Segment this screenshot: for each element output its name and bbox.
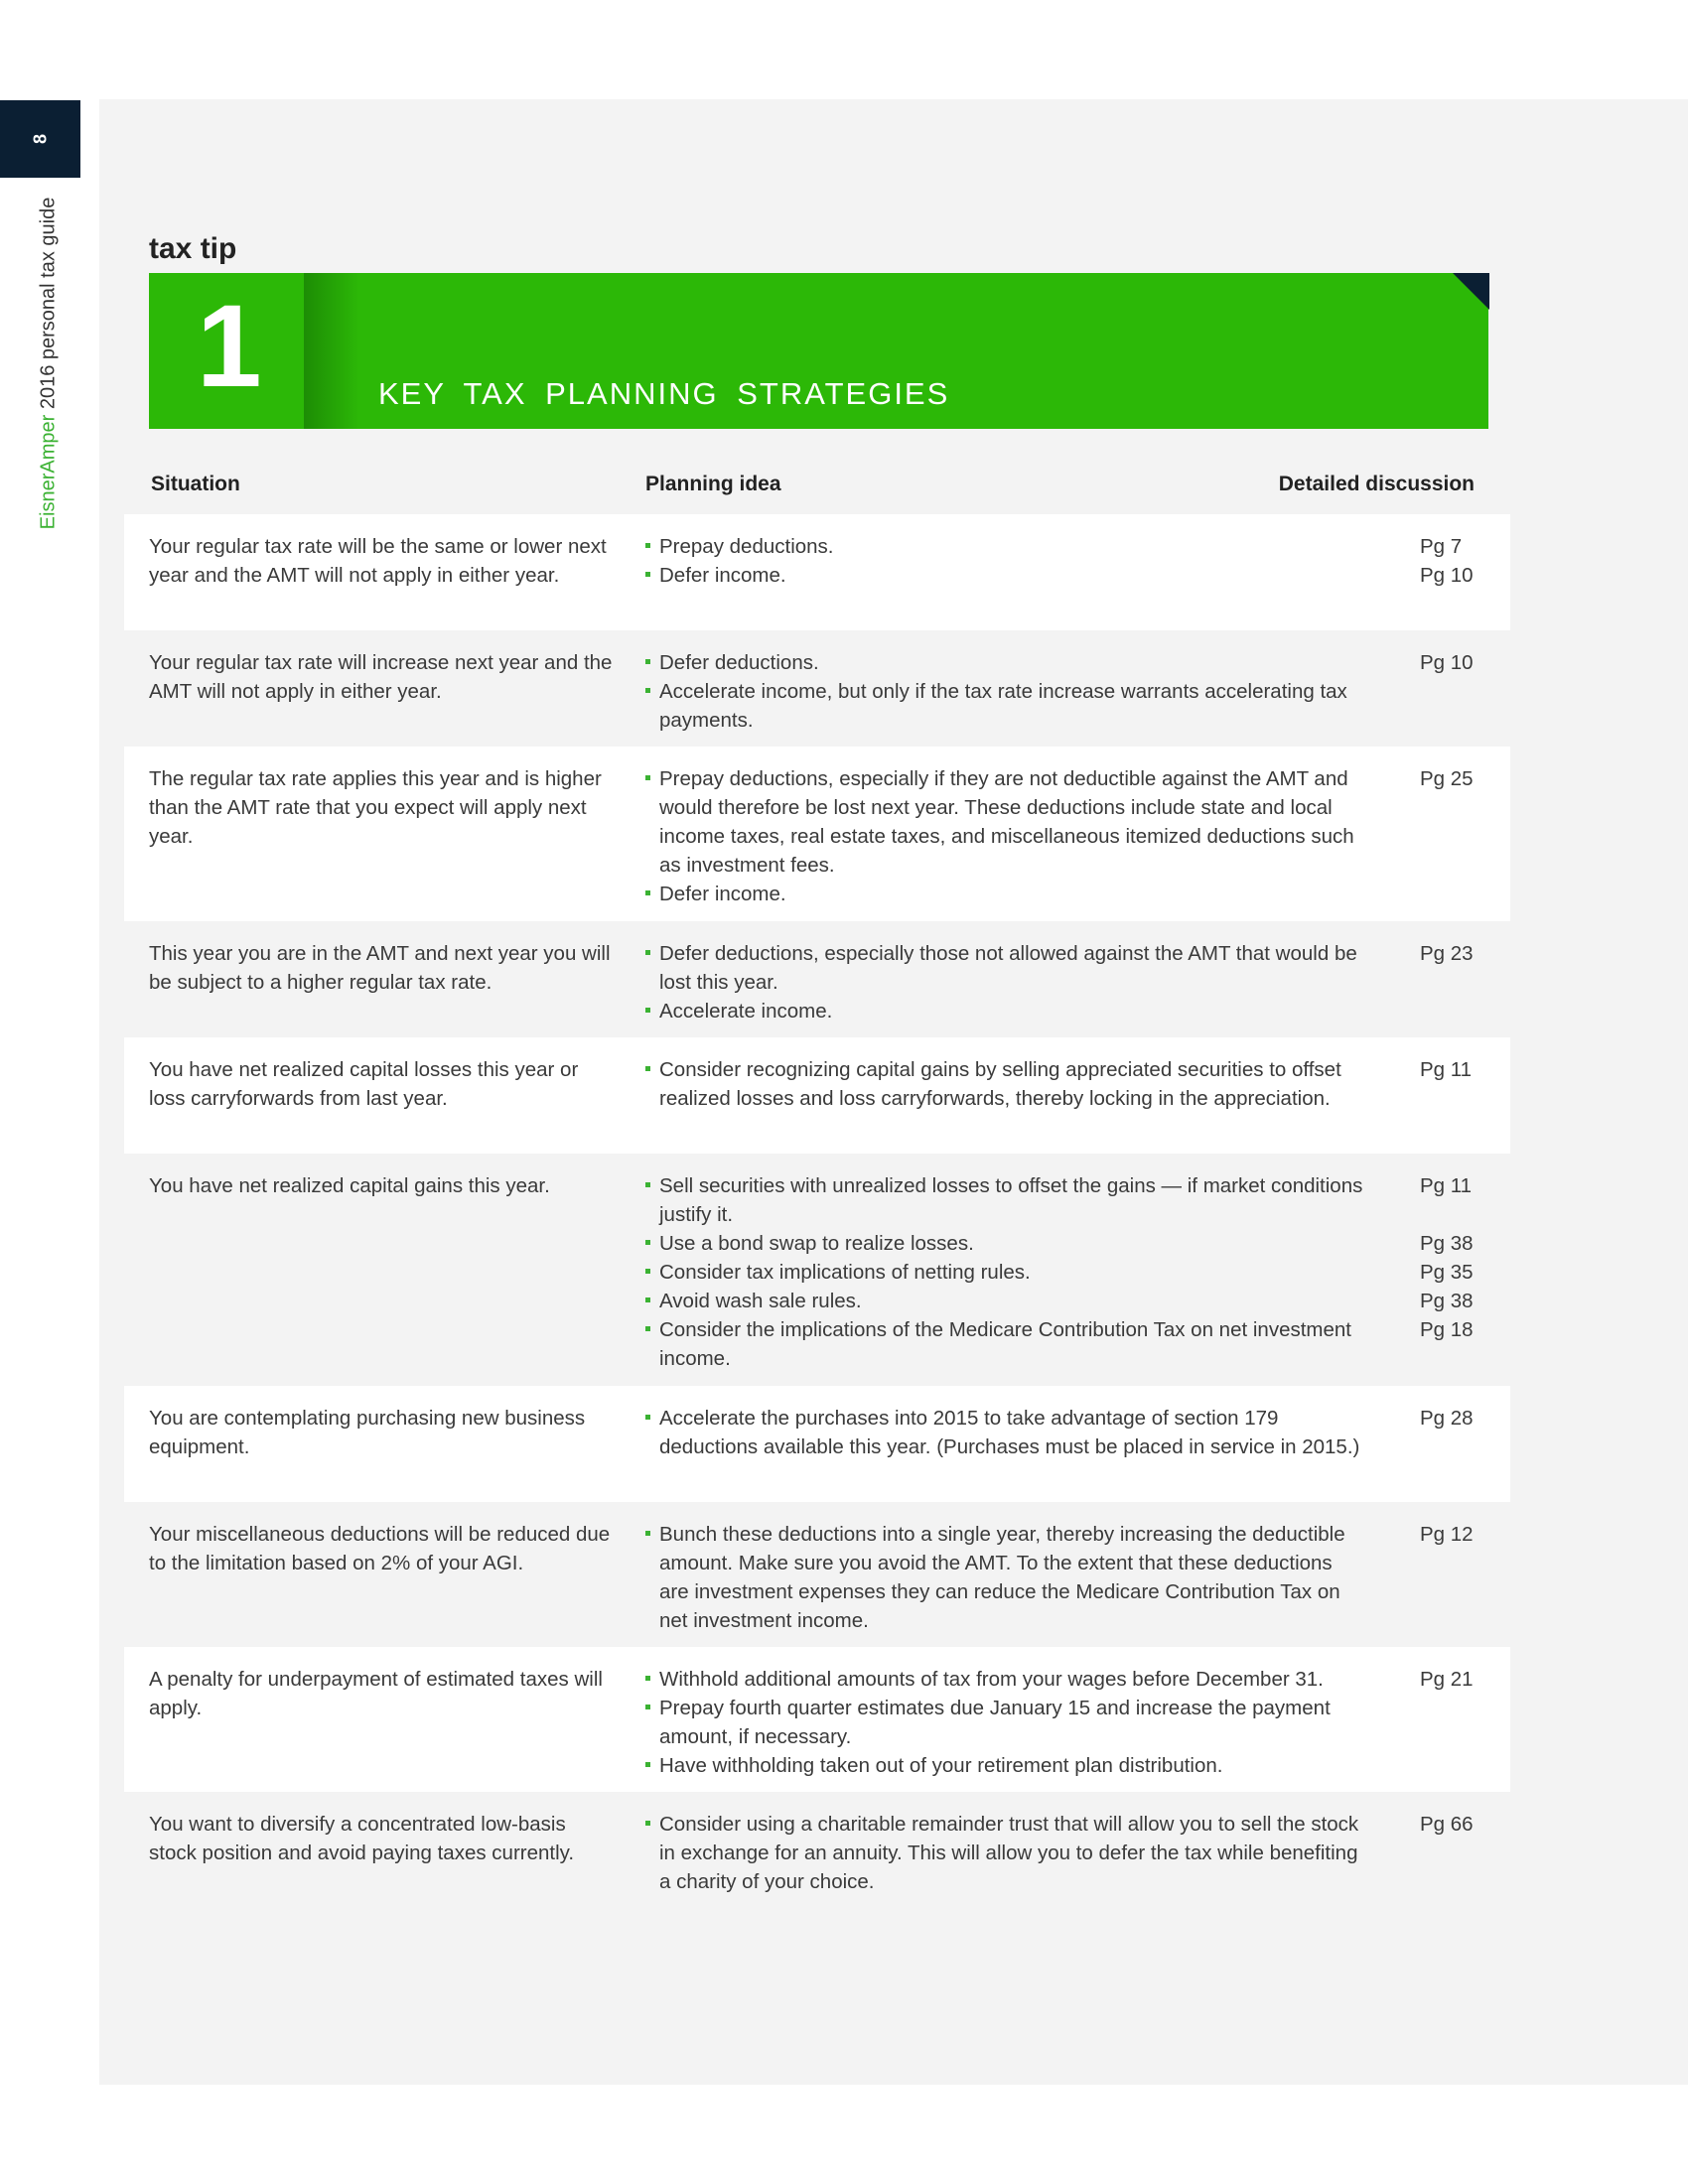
planning-idea: Use a bond swap to realize losses. <box>643 1229 1363 1258</box>
planning-idea: Sell securities with unrealized losses to offset the gains — if market conditions justify it. <box>643 1171 1363 1229</box>
page-reference: Pg 10 <box>1420 564 1474 587</box>
planning-idea: Defer deductions, especially those not allowed against the AMT that would be lost this year. <box>643 939 1363 997</box>
planning-idea-list <box>643 1055 1363 1113</box>
table-row <box>124 630 1510 747</box>
banner-title: KEY TAX PLANNING STRATEGIES <box>378 376 950 411</box>
section-label: tax tip <box>149 232 237 265</box>
page-reference-list <box>1420 1171 1489 1344</box>
planning-idea: Bunch these deductions into a single year, thereby increasing the deductible amount. Make sure you avoid the AMT. To the extent that these deductions are investment expenses they can reduce the Medicare Contribution Tax on net investment income. <box>643 1520 1363 1635</box>
page-number: 8 <box>30 133 50 145</box>
page-reference-list <box>1420 1404 1489 1433</box>
planning-idea: Prepay deductions, especially if they are not deductible against the AMT and would therefore be lost next year. These deductions include state and local income taxes, real estate taxes, and miscellaneous itemized deductions such as investment fees. <box>643 764 1363 880</box>
situation-cell: This year you are in the AMT and next year you will be subject to a higher regular tax rate. <box>149 942 611 994</box>
table-row <box>124 747 1510 921</box>
page-reference-list <box>1420 532 1489 590</box>
page-reference-list <box>1420 1810 1489 1839</box>
table-row <box>124 1792 1510 1908</box>
planning-idea: Accelerate income, but only if the tax rate increase warrants accelerating tax payments. <box>643 677 1363 735</box>
planning-idea: Avoid wash sale rules. <box>643 1287 1363 1315</box>
planning-idea: Defer deductions. <box>643 648 1363 677</box>
planning-idea-list <box>643 1665 1363 1780</box>
planning-idea: Defer income. <box>643 880 1363 908</box>
brand-name: EisnerAmper <box>37 414 60 530</box>
table-row <box>124 1647 1510 1792</box>
page-reference-list <box>1420 939 1489 968</box>
situation-cell: You have net realized capital losses this year or loss carryforwards from last year. <box>149 1058 579 1110</box>
table-row <box>124 514 1510 630</box>
page-reference: Pg 21 <box>1420 1668 1474 1691</box>
planning-idea-list <box>643 764 1363 908</box>
page-reference: Pg 28 <box>1420 1407 1474 1430</box>
page-reference: Pg 35 <box>1420 1261 1474 1284</box>
planning-idea-list <box>643 939 1363 1025</box>
page-reference-list <box>1420 1520 1489 1549</box>
situation-cell: A penalty for underpayment of estimated taxes will apply. <box>149 1668 603 1719</box>
planning-idea: Consider using a charitable remainder trust that will allow you to sell the stock in exchange for an annuity. This will allow you to defer the tax while benefiting a charity of your choice. <box>643 1810 1363 1896</box>
page-reference: Pg 11 <box>1420 1174 1473 1197</box>
planning-idea-list <box>643 648 1363 735</box>
page-reference: Pg 11 <box>1420 1058 1473 1081</box>
guide-title: 2016 personal tax guide <box>37 197 60 415</box>
situation-cell: Your regular tax rate will increase next year and the AMT will not apply in either year. <box>149 651 613 703</box>
header-detailed-discussion: Detailed discussion <box>1278 473 1475 495</box>
planning-idea-list <box>643 532 1363 590</box>
situation-cell: The regular tax rate applies this year and is higher than the AMT rate that you expect will apply next year. <box>149 767 602 848</box>
situation-cell: You are contemplating purchasing new business equipment. <box>149 1407 586 1458</box>
situation-cell: Your miscellaneous deductions will be reduced due to the limitation based on 2% of your AGI. <box>149 1523 611 1574</box>
page-reference: Pg 10 <box>1420 651 1474 674</box>
table-row <box>124 921 1510 1037</box>
planning-idea: Defer income. <box>643 561 1363 590</box>
planning-idea: Prepay fourth quarter estimates due January 15 and increase the payment amount, if necessary. <box>643 1694 1363 1751</box>
table-row <box>124 1037 1510 1154</box>
page-reference: Pg 7 <box>1420 535 1463 558</box>
page-reference: Pg 66 <box>1420 1813 1474 1836</box>
page-reference: Pg 12 <box>1420 1523 1474 1546</box>
situation-cell: You have net realized capital gains this year. <box>149 1174 550 1197</box>
situation-cell: You want to diversify a concentrated low-basis stock position and avoid paying taxes currently. <box>149 1813 575 1864</box>
planning-idea: Accelerate income. <box>643 997 1363 1025</box>
planning-idea: Have withholding taken out of your retirement plan distribution. <box>643 1751 1363 1780</box>
table-header <box>124 473 1510 504</box>
running-header <box>38 198 61 530</box>
page-reference: Pg 23 <box>1420 942 1474 965</box>
page-reference-list <box>1420 1665 1489 1694</box>
table-row <box>124 1386 1510 1502</box>
planning-idea-list <box>643 1171 1363 1373</box>
planning-idea-list <box>643 1404 1363 1461</box>
planning-idea-list <box>643 1810 1363 1896</box>
tip-number: 1 <box>197 281 262 412</box>
banner-shade <box>304 273 359 429</box>
planning-idea: Consider recognizing capital gains by selling appreciated securities to offset realized losses and loss carryforwards, thereby locking in the appreciation. <box>643 1055 1363 1113</box>
planning-idea: Consider tax implications of netting rules. <box>643 1258 1363 1287</box>
page-reference: Pg 38 <box>1420 1232 1474 1255</box>
strategies-table <box>124 514 1510 1908</box>
planning-idea-list <box>643 1520 1363 1635</box>
page-reference-list <box>1420 648 1489 677</box>
page-reference-list <box>1420 764 1489 793</box>
situation-cell: Your regular tax rate will be the same or lower next year and the AMT will not apply in either year. <box>149 535 607 587</box>
header-situation: Situation <box>151 473 240 495</box>
planning-idea: Consider the implications of the Medicare Contribution Tax on net investment income. <box>643 1315 1363 1373</box>
page-reference-list <box>1420 1055 1489 1084</box>
page-reference: Pg 38 <box>1420 1290 1474 1312</box>
page-reference: Pg 25 <box>1420 767 1474 790</box>
page-reference: Pg 18 <box>1420 1318 1474 1341</box>
banner-corner-fold <box>1453 273 1489 310</box>
planning-idea: Withhold additional amounts of tax from your wages before December 31. <box>643 1665 1363 1694</box>
tip-banner <box>149 273 1488 429</box>
table-row <box>124 1154 1510 1386</box>
planning-idea: Accelerate the purchases into 2015 to take advantage of section 179 deductions available this year. (Purchases must be placed in service in 2015.) <box>643 1404 1363 1461</box>
table-row <box>124 1502 1510 1647</box>
planning-idea: Prepay deductions. <box>643 532 1363 561</box>
header-planning-idea: Planning idea <box>645 473 781 495</box>
page-number-box <box>0 100 80 178</box>
